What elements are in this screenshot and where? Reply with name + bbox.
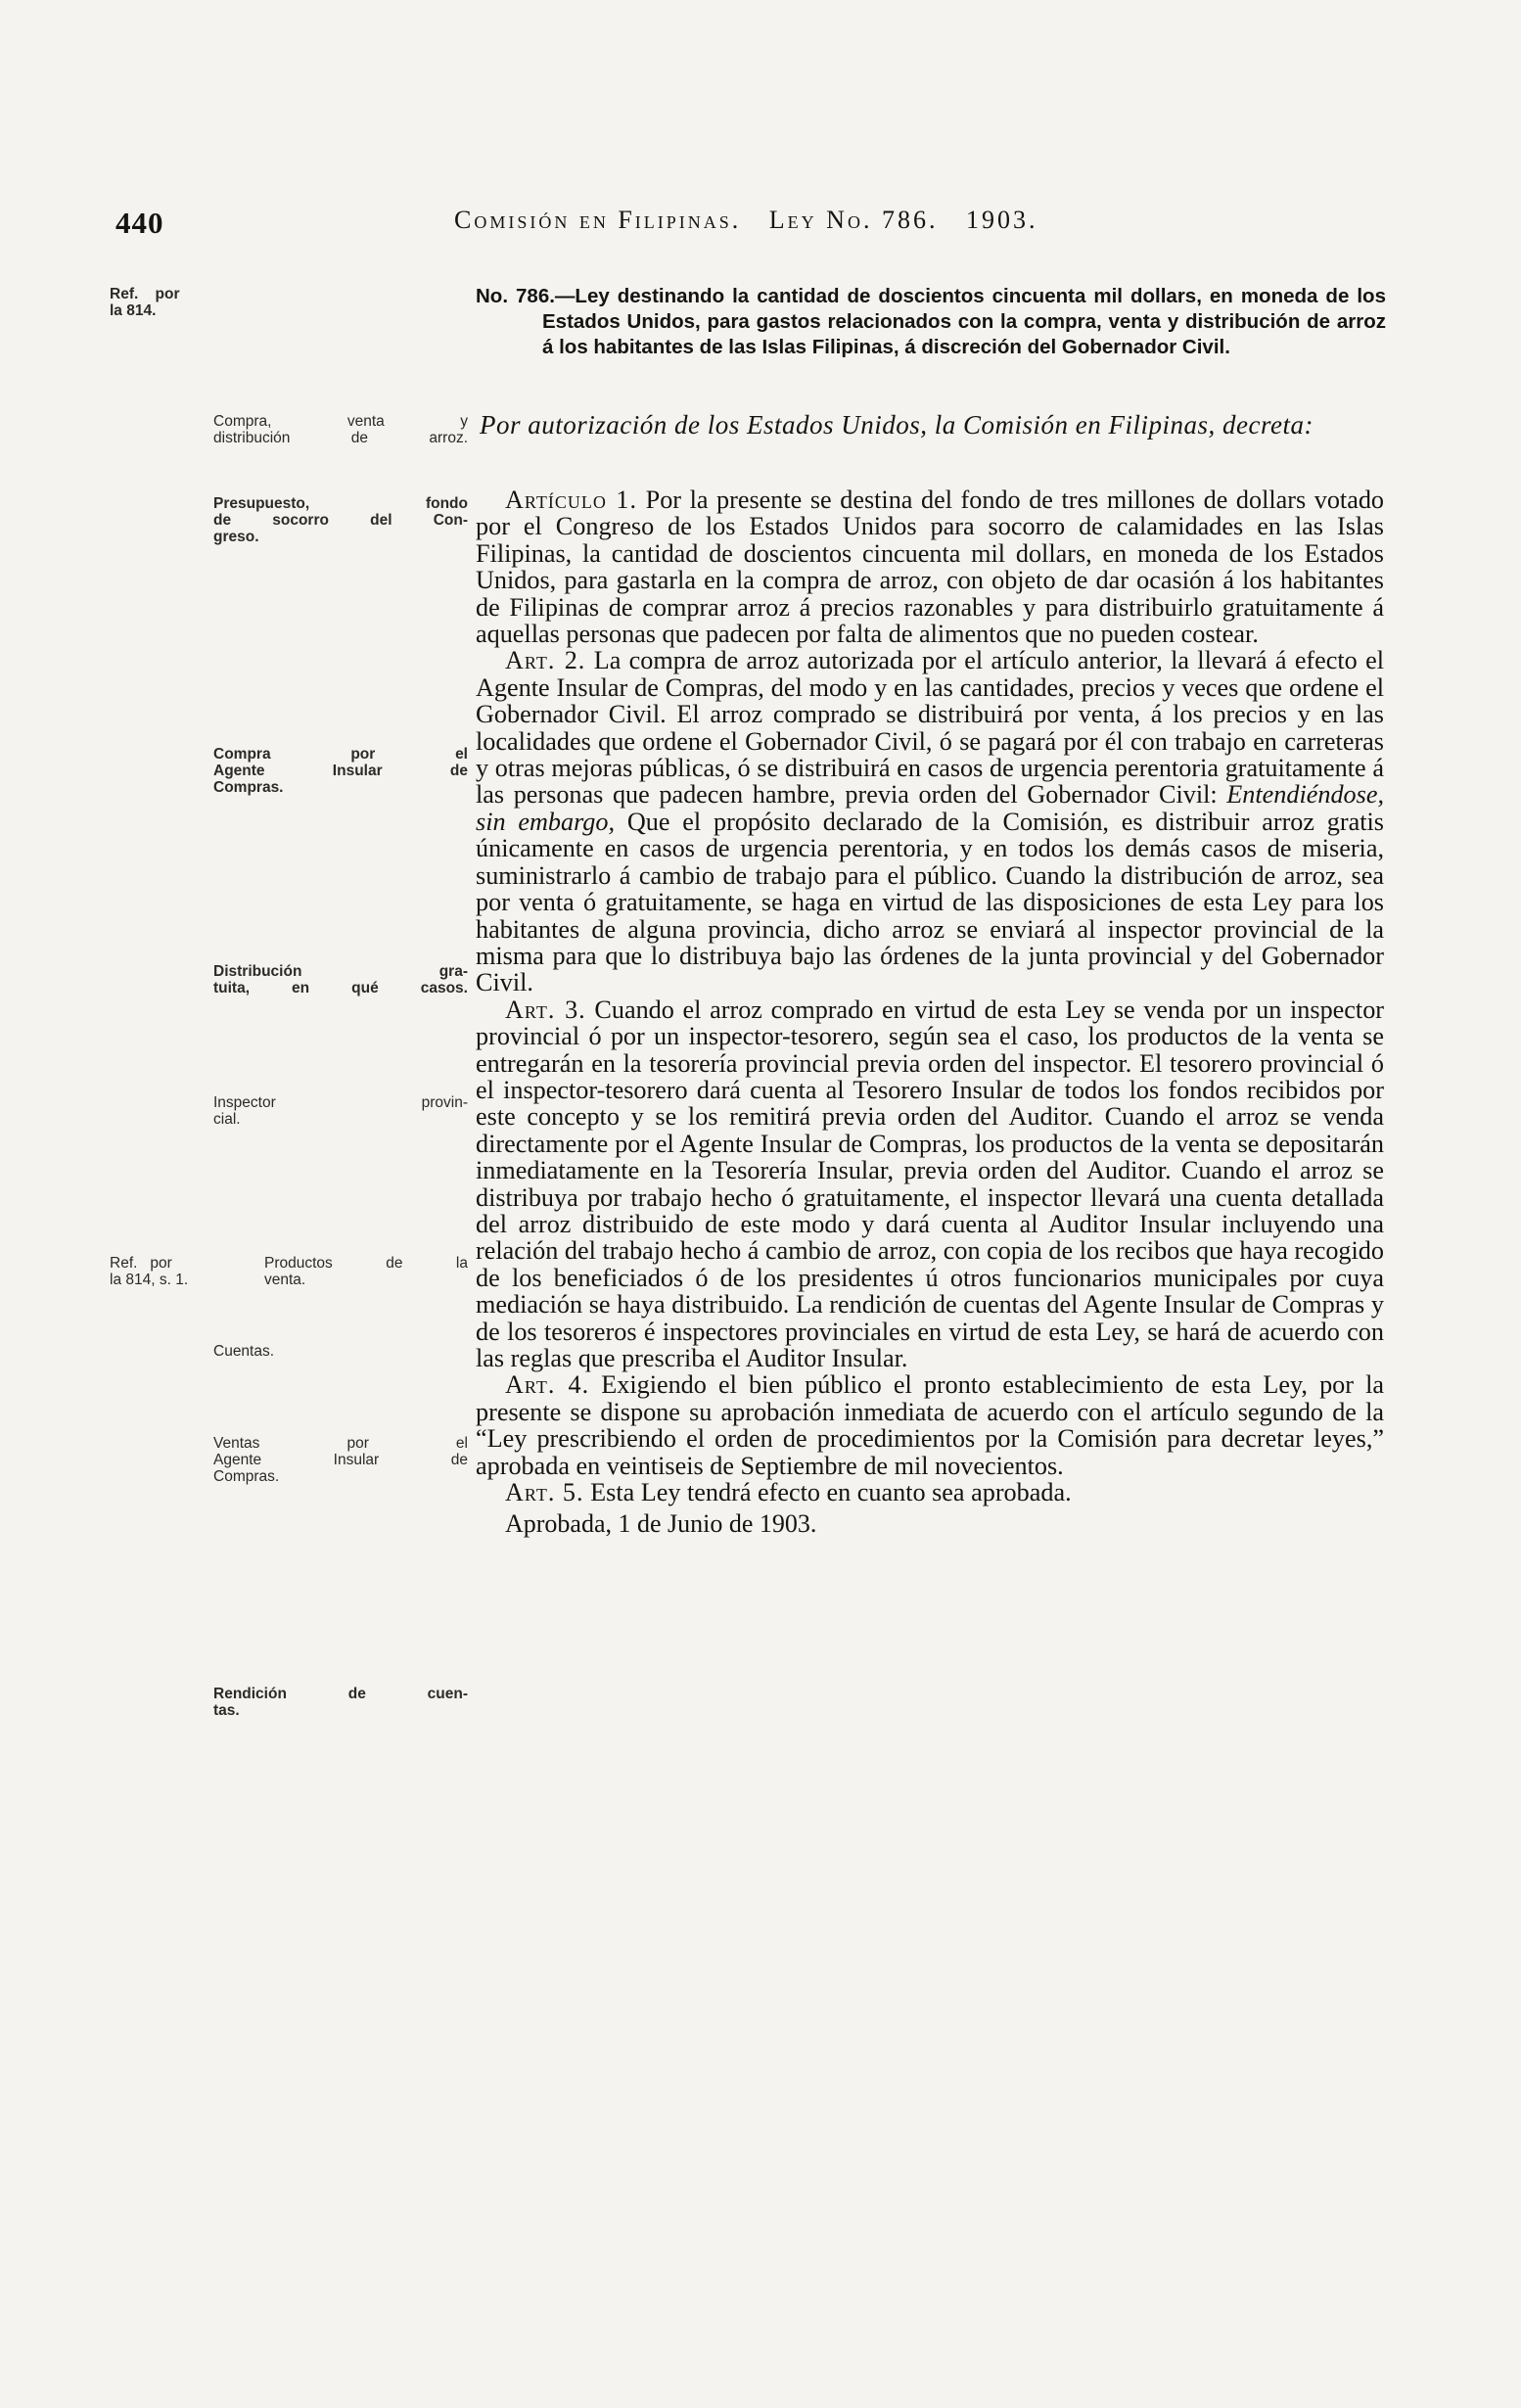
margin-note: Ventas por el Agente Insular de Compras. <box>213 1435 468 1485</box>
margin-note: Distribución gra- tuita, en qué casos. <box>213 963 468 996</box>
article-2: Art. 2. La compra de arroz autorizada por el artículo anterior, la llevará á efecto el Agente Insular de Compras, del modo y en las cantidades, precios y veces que ordene el Gobernador Civil. El arroz comprado se distribuirá por venta, á los precios y en las localidades que ordene el Gobernador Civil, ó se pagará por él con trabajo en carreteras y otras mejoras públicas, ó se distribuirá en casos de urgencia perentoria gratuitamente á las personas que padecen hambre, previa orden del Gobernador Civil: Entendiéndose, sin embargo, Que el propósito declarado de la Comisión, es distribuir arroz gratis únicamente en casos de urgencia perentoria, y en todos los demás casos de miseria, suministrarlo á cambio de trabajo para el público. Cuando la distribución de arroz, sea por venta ó gratuitamente, se haga en virtud de las disposiciones de esta Ley para los habitantes de alguna provincia, dicho arroz se enviará al inspector provincial de la misma para que lo distribuya bajo las órdenes de la junta provincial y del Gobernador Civil. <box>476 646 1385 997</box>
article-1: Artículo 1. Por la presente se destina del fondo de tres millones de dollars votado por el Congreso de los Estados Unidos para socorro de calamidades en las Islas Filipinas, la cantidad de doscientos cincuenta mil dollars, en moneda de los Estados Unidos, para gastarla en la compra de arroz, con objeto de dar ocasión á los habitantes de Filipinas de comprar arroz á precios razonables y para distribuirlo gratuitamente á aquellas personas que padecen por falta de alimentos que no pueden costear. <box>476 486 1385 649</box>
margin-note: Presupuesto, fondo de socorro del Con- greso. <box>213 495 468 545</box>
approval-date: Aprobada, 1 de Junio de 1903. <box>505 1509 817 1538</box>
margin-note: Compra, venta y distribución de arroz. <box>213 413 468 446</box>
law-body <box>476 486 1384 1505</box>
page-header <box>115 206 1300 255</box>
preamble: Por autorización de los Estados Unidos, la Comisión en Filipinas, decreta: <box>480 410 1314 440</box>
margin-reference: Ref. por la 814, s. 1. <box>110 1255 189 1288</box>
margin-note: Cuentas. <box>213 1343 275 1360</box>
margin-reference: Ref. por la 814. <box>110 286 180 319</box>
margin-note: Compra por el Agente Insular de Compras. <box>213 746 468 796</box>
margin-note: Rendición de cuen- tas. <box>213 1686 468 1719</box>
running-title: Comisión en Filipinas. Ley No. 786. 1903. <box>454 206 1038 234</box>
margin-note: Inspector provin- cial. <box>213 1094 468 1128</box>
article-5: Art. 5. Esta Ley tendrá efecto en cuanto sea aprobada. <box>505 1478 1072 1507</box>
article-4: Art. 4. Exigiendo el bien público el pronto establecimiento de esta Ley, por la presente se dispone su aprobación inmediata de acuerdo con el artículo segundo de la “Ley prescribiendo el orden de procedimientos por la Comisión para decretar leyes,” aprobada en veintiseis de Septiembre de mil novecientos. <box>476 1370 1384 1480</box>
page-number: 440 <box>115 206 164 240</box>
article-3: Art. 3. Cuando el arroz comprado en virtud de esta Ley se venda por un inspector provincial ó por un inspector-tesorero, según sea el caso, los productos de la venta se entregarán en la tesorería provincial previa orden del inspector. El tesorero provincial ó el inspector-tesorero dará cuenta al Tesorero Insular de todos los fondos recibidos por este concepto y se los remitirá previa orden del Auditor. Cuando el arroz se venda directamente por el Agente Insular de Compras, los productos de la venta se depositarán inmediatamente en la Tesorería Insular, previa orden del Auditor. Cuando el arroz se distribuya por trabajo hecho ó gratuitamente, el inspector llevará una cuenta detallada del arroz distribuido de este modo y dará cuenta al Auditor Insular incluyendo una relación del trabajo hecho á cambio de arroz, con copia de los recibos que haya recogido de los beneficiados ó de los presidentes ú otros funcionarios municipales por cuya mediación se haya distribuido. La rendición de cuentas del Agente Insular de Compras y de los tesoreros é inspectores provinciales en virtud de esta Ley, se hará de acuerdo con las reglas que prescriba el Auditor Insular. <box>476 995 1385 1372</box>
law-heading: No. 786.—Ley destinando la cantidad de doscientos cincuenta mil dollars, en moneda de los Estados Unidos, para gastos relacionados con la compra, venta y distribución de arroz á los habitantes de las Islas Filipinas, á discreción del Gobernador Civil. <box>476 285 1386 358</box>
margin-note: Productos de la venta. <box>264 1255 468 1288</box>
